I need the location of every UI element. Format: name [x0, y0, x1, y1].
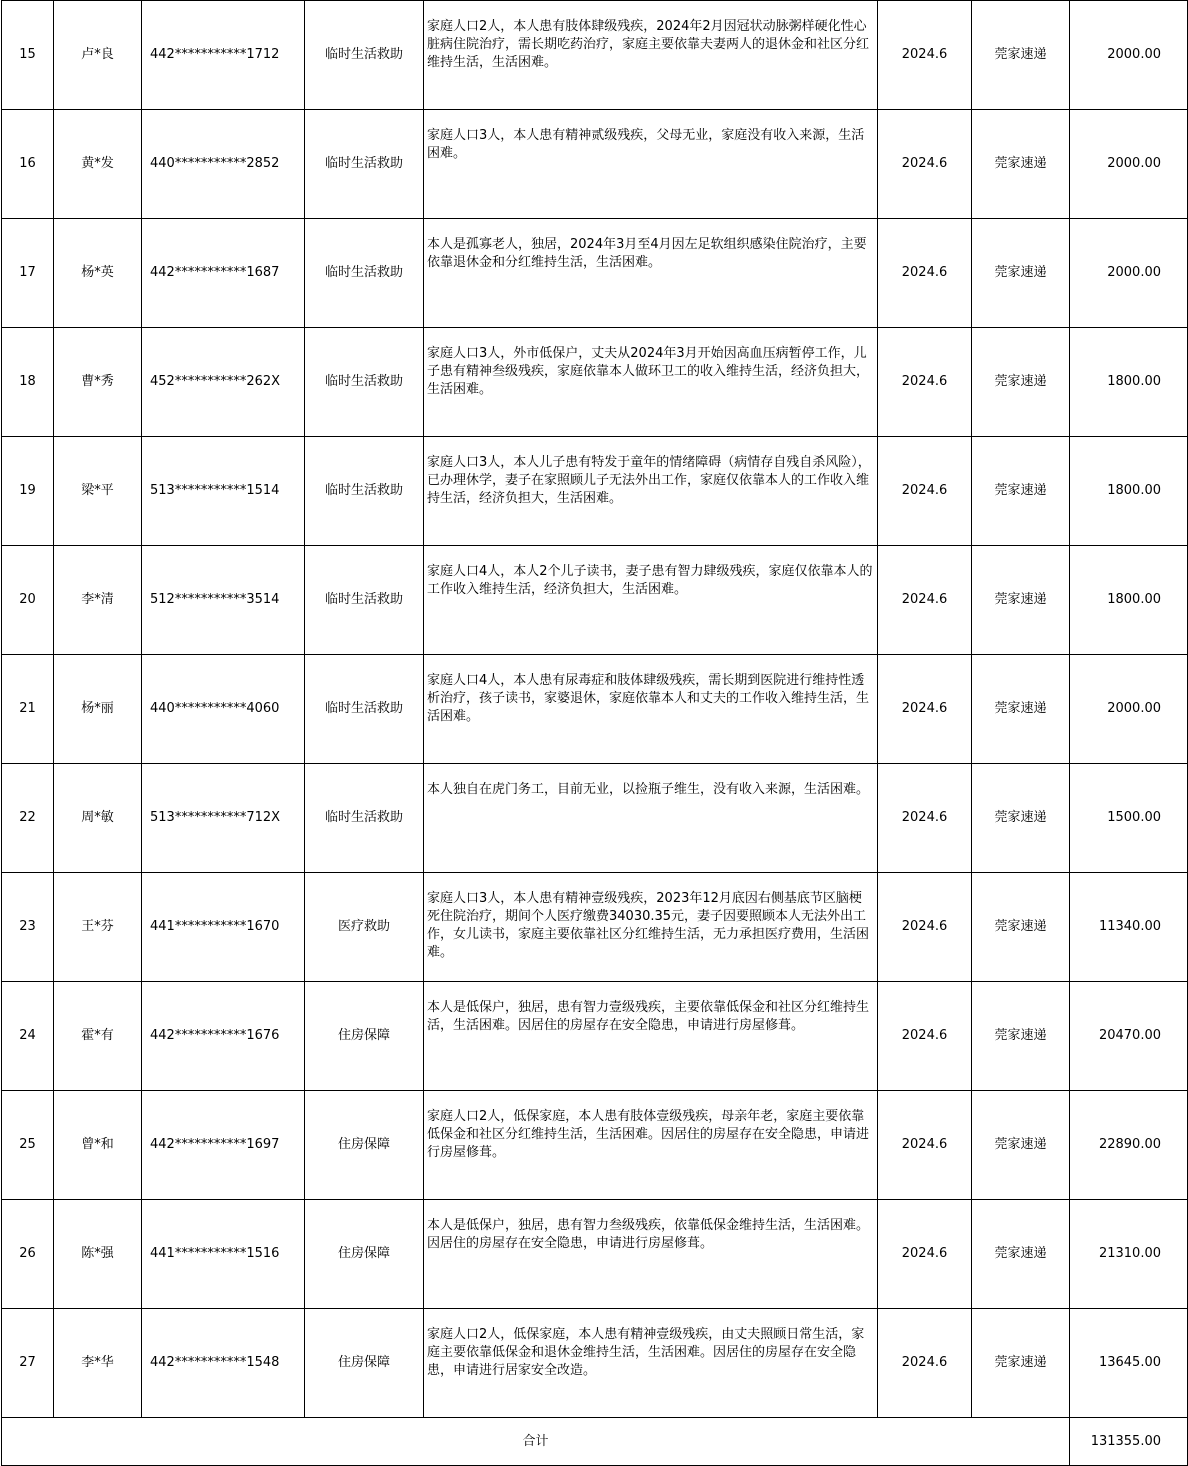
- aid-amount: 11340.00: [1070, 873, 1188, 982]
- table-row: [2, 1200, 1188, 1309]
- row-number: 19: [2, 437, 54, 546]
- row-number: 27: [2, 1309, 54, 1418]
- aid-date: 2024.6: [878, 1, 972, 110]
- total-amount: 131355.00: [1070, 1418, 1188, 1466]
- aid-type: 医疗救助: [305, 873, 424, 982]
- id-number: 440***********4060: [142, 655, 305, 764]
- aid-type: 临时生活救助: [305, 437, 424, 546]
- aid-amount: 1800.00: [1070, 437, 1188, 546]
- aid-type: 临时生活救助: [305, 110, 424, 219]
- recipient-name: 李*华: [54, 1309, 142, 1418]
- aid-date: 2024.6: [878, 328, 972, 437]
- table-row: [2, 546, 1188, 655]
- situation-description: 家庭人口3人，本人患有精神贰级残疾，父母无业，家庭没有收入来源，生活困难。: [424, 110, 878, 219]
- aid-type: 住房保障: [305, 1309, 424, 1418]
- aid-source: 莞家速递: [972, 1091, 1070, 1200]
- situation-description: 本人是孤寡老人，独居，2024年3月至4月因左足软组织感染住院治疗，主要依靠退休金和分红维持生活，生活困难。: [424, 219, 878, 328]
- situation-description: 家庭人口3人，本人患有精神壹级残疾，2023年12月底因右侧基底节区脑梗死住院治疗，期间个人医疗缴费34030.35元，妻子因要照顾本人无法外出工作，女儿读书，家庭主要依靠社区分红维持生活，无力承担医疗费用，生活困难。: [424, 873, 878, 982]
- aid-table: [1, 0, 1188, 1466]
- situation-description: 家庭人口4人，本人2个儿子读书，妻子患有智力肆级残疾，家庭仅依靠本人的工作收入维持生活，经济负担大，生活困难。: [424, 546, 878, 655]
- aid-date: 2024.6: [878, 219, 972, 328]
- id-number: 513***********1514: [142, 437, 305, 546]
- aid-source: 莞家速递: [972, 873, 1070, 982]
- table-row: [2, 328, 1188, 437]
- recipient-name: 王*芬: [54, 873, 142, 982]
- table-row: [2, 1309, 1188, 1418]
- row-number: 18: [2, 328, 54, 437]
- aid-amount: 21310.00: [1070, 1200, 1188, 1309]
- row-number: 23: [2, 873, 54, 982]
- aid-amount: 2000.00: [1070, 1, 1188, 110]
- aid-date: 2024.6: [878, 873, 972, 982]
- situation-description: 本人是低保户，独居，患有智力叁级残疾，依靠低保金维持生活，生活困难。因居住的房屋存在安全隐患，申请进行房屋修葺。: [424, 1200, 878, 1309]
- row-number: 21: [2, 655, 54, 764]
- situation-description: 家庭人口2人，低保家庭，本人患有肢体壹级残疾，母亲年老，家庭主要依靠低保金和社区分红维持生活，生活困难。因居住的房屋存在安全隐患，申请进行房屋修葺。: [424, 1091, 878, 1200]
- row-number: 24: [2, 982, 54, 1091]
- table-row: [2, 437, 1188, 546]
- row-number: 22: [2, 764, 54, 873]
- table-body: [2, 1, 1188, 1418]
- aid-date: 2024.6: [878, 982, 972, 1091]
- table-row: [2, 110, 1188, 219]
- aid-source: 莞家速递: [972, 655, 1070, 764]
- aid-amount: 2000.00: [1070, 110, 1188, 219]
- id-number: 442***********1548: [142, 1309, 305, 1418]
- aid-amount: 2000.00: [1070, 219, 1188, 328]
- row-number: 16: [2, 110, 54, 219]
- table-row: [2, 982, 1188, 1091]
- situation-description: 家庭人口3人，外市低保户，丈夫从2024年3月开始因高血压病暂停工作，儿子患有精神叁级残疾，家庭依靠本人做环卫工的收入维持生活，经济负担大，生活困难。: [424, 328, 878, 437]
- aid-date: 2024.6: [878, 546, 972, 655]
- aid-type: 临时生活救助: [305, 764, 424, 873]
- situation-description: 家庭人口2人，本人患有肢体肆级残疾，2024年2月因冠状动脉粥样硬化性心脏病住院治疗，需长期吃药治疗，家庭主要依靠夫妻两人的退休金和社区分红维持生活，生活困难。: [424, 1, 878, 110]
- recipient-name: 梁*平: [54, 437, 142, 546]
- aid-amount: 20470.00: [1070, 982, 1188, 1091]
- row-number: 15: [2, 1, 54, 110]
- id-number: 442***********1687: [142, 219, 305, 328]
- id-number: 512***********3514: [142, 546, 305, 655]
- recipient-name: 卢*良: [54, 1, 142, 110]
- aid-date: 2024.6: [878, 1091, 972, 1200]
- id-number: 442***********1676: [142, 982, 305, 1091]
- table-row: [2, 655, 1188, 764]
- row-number: 20: [2, 546, 54, 655]
- aid-type: 临时生活救助: [305, 1, 424, 110]
- aid-type: 临时生活救助: [305, 546, 424, 655]
- recipient-name: 霍*有: [54, 982, 142, 1091]
- id-number: 442***********1697: [142, 1091, 305, 1200]
- total-label: 合计: [2, 1418, 1070, 1466]
- aid-source: 莞家速递: [972, 437, 1070, 546]
- aid-amount: 13645.00: [1070, 1309, 1188, 1418]
- id-number: 513***********712X: [142, 764, 305, 873]
- aid-date: 2024.6: [878, 764, 972, 873]
- row-number: 26: [2, 1200, 54, 1309]
- situation-description: 家庭人口4人，本人患有尿毒症和肢体肆级残疾，需长期到医院进行维持性透析治疗，孩子读书，家婆退休，家庭依靠本人和丈夫的工作收入维持生活，生活困难。: [424, 655, 878, 764]
- aid-amount: 22890.00: [1070, 1091, 1188, 1200]
- aid-source: 莞家速递: [972, 219, 1070, 328]
- aid-type: 临时生活救助: [305, 219, 424, 328]
- recipient-name: 杨*英: [54, 219, 142, 328]
- recipient-name: 杨*丽: [54, 655, 142, 764]
- situation-description: 本人独自在虎门务工，目前无业，以捡瓶子维生，没有收入来源，生活困难。: [424, 764, 878, 873]
- aid-date: 2024.6: [878, 1309, 972, 1418]
- aid-date: 2024.6: [878, 437, 972, 546]
- aid-date: 2024.6: [878, 1200, 972, 1309]
- id-number: 440***********2852: [142, 110, 305, 219]
- aid-source: 莞家速递: [972, 110, 1070, 219]
- table-row: [2, 873, 1188, 982]
- aid-amount: 1800.00: [1070, 546, 1188, 655]
- aid-source: 莞家速递: [972, 328, 1070, 437]
- table-row: [2, 1091, 1188, 1200]
- recipient-name: 周*敏: [54, 764, 142, 873]
- recipient-name: 曾*和: [54, 1091, 142, 1200]
- row-number: 17: [2, 219, 54, 328]
- id-number: 452***********262X: [142, 328, 305, 437]
- aid-type: 住房保障: [305, 1200, 424, 1309]
- recipient-name: 曹*秀: [54, 328, 142, 437]
- aid-amount: 1800.00: [1070, 328, 1188, 437]
- total-row: [2, 1418, 1188, 1466]
- situation-description: 家庭人口3人，本人儿子患有特发于童年的情绪障碍（病情存自残自杀风险），已办理休学，妻子在家照顾儿子无法外出工作，家庭仅依靠本人的工作收入维持生活，经济负担大，生活困难。: [424, 437, 878, 546]
- aid-date: 2024.6: [878, 655, 972, 764]
- aid-source: 莞家速递: [972, 1200, 1070, 1309]
- aid-source: 莞家速递: [972, 764, 1070, 873]
- aid-source: 莞家速递: [972, 982, 1070, 1091]
- aid-amount: 1500.00: [1070, 764, 1188, 873]
- recipient-name: 陈*强: [54, 1200, 142, 1309]
- aid-source: 莞家速递: [972, 1309, 1070, 1418]
- recipient-name: 黄*发: [54, 110, 142, 219]
- situation-description: 本人是低保户，独居，患有智力壹级残疾，主要依靠低保金和社区分红维持生活，生活困难。因居住的房屋存在安全隐患，申请进行房屋修葺。: [424, 982, 878, 1091]
- id-number: 441***********1516: [142, 1200, 305, 1309]
- row-number: 25: [2, 1091, 54, 1200]
- recipient-name: 李*清: [54, 546, 142, 655]
- table-row: [2, 1, 1188, 110]
- aid-source: 莞家速递: [972, 546, 1070, 655]
- aid-type: 住房保障: [305, 982, 424, 1091]
- table-row: [2, 219, 1188, 328]
- id-number: 441***********1670: [142, 873, 305, 982]
- aid-amount: 2000.00: [1070, 655, 1188, 764]
- id-number: 442***********1712: [142, 1, 305, 110]
- table-row: [2, 764, 1188, 873]
- situation-description: 家庭人口2人，低保家庭，本人患有精神壹级残疾，由丈夫照顾日常生活，家庭主要依靠低保金和退休金维持生活，生活困难。因居住的房屋存在安全隐患，申请进行居家安全改造。: [424, 1309, 878, 1418]
- aid-type: 临时生活救助: [305, 328, 424, 437]
- aid-type: 临时生活救助: [305, 655, 424, 764]
- aid-type: 住房保障: [305, 1091, 424, 1200]
- aid-date: 2024.6: [878, 110, 972, 219]
- aid-source: 莞家速递: [972, 1, 1070, 110]
